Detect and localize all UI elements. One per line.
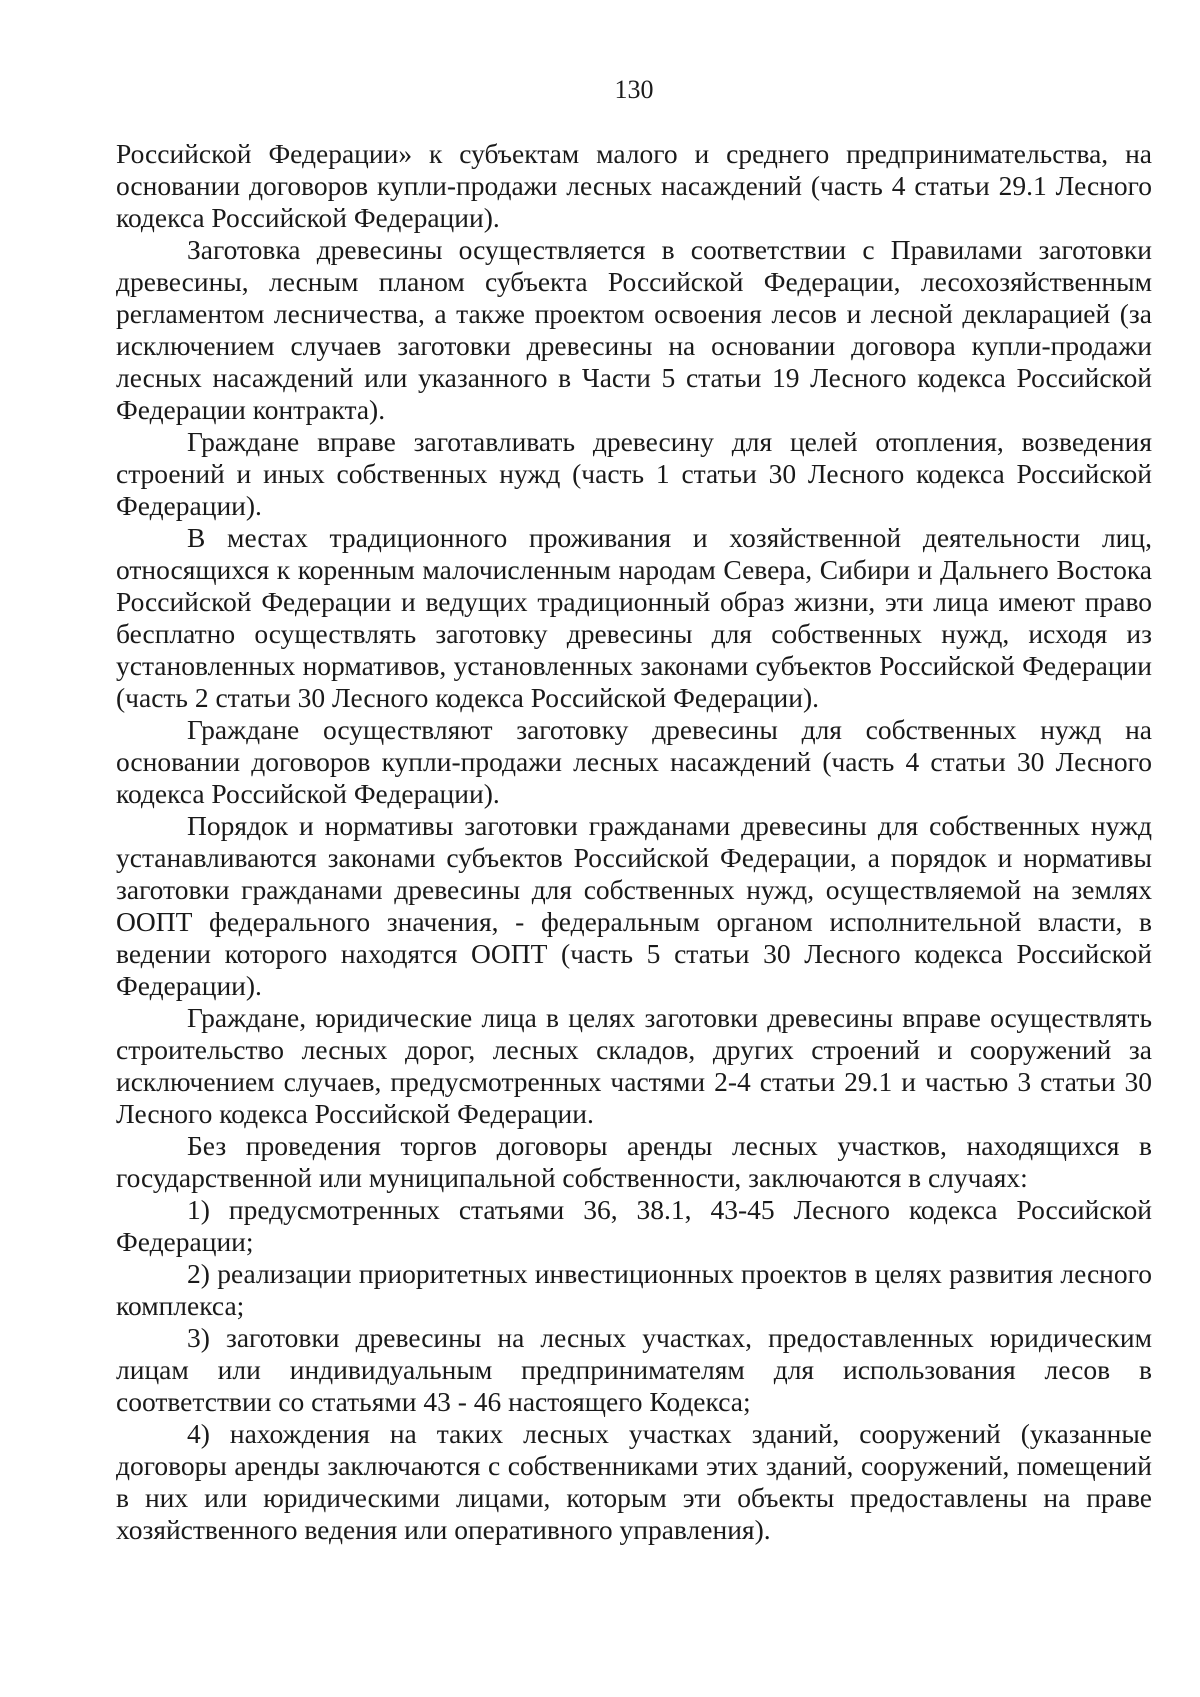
paragraph-order-and-norms: Порядок и нормативы заготовки гражданами древесины для собственных нужд устанавливаются законами субъектов Российской Федерации, а порядок и нормативы заготовки гражданами древесины для собственных нужд, осуществляемой на землях ООПТ федерального значения, - федеральным органом исполнительной власти, в ведении которого находятся ООПТ (часть 5 статьи 30 Лесного кодекса Российской Федерации). [116, 810, 1152, 1001]
list-item-2: 2) реализации приоритетных инвестиционных проектов в целях развития лесного комплекса; [116, 1258, 1152, 1321]
list-item-1: 1) предусмотренных статьями 36, 38.1, 43-45 Лесного кодекса Российской Федерации; [116, 1194, 1152, 1257]
list-item-3: 3) заготовки древесины на лесных участках, предоставленных юридическим лицам или индивидуальным предпринимателям для использования лесов в соответствии со статьями 43 - 46 настоящего Кодекса; [116, 1322, 1152, 1417]
document-body [116, 138, 1152, 1546]
paragraph-indigenous-peoples: В местах традиционного проживания и хозяйственной деятельности лиц, относящихся к коренным малочисленным народам Севера, Сибири и Дальнего Востока Российской Федерации и ведущих традиционный образ жизни, эти лица имеют право бесплатно осуществлять заготовку древесины для собственных нужд, исходя из установленных нормативов, установленных законами субъектов Российской Федерации (часть 2 статьи 30 Лесного кодекса Российской Федерации). [116, 522, 1152, 713]
paragraph-continuation: Российской Федерации» к субъектам малого и среднего предпринимательства, на основании договоров купли-продажи лесных насаждений (часть 4 статьи 29.1 Лесного кодекса Российской Федерации). [116, 138, 1152, 233]
list-item-4: 4) нахождения на таких лесных участках зданий, сооружений (указанные договоры аренды заключаются с собственниками этих зданий, сооружений, помещений в них или юридическими лицами, которым эти объекты предоставлены на праве хозяйственного ведения или оперативного управления). [116, 1418, 1152, 1545]
paragraph-citizens-own-needs: Граждане вправе заготавливать древесину для целей отопления, возведения строений и иных собственных нужд (часть 1 статьи 30 Лесного кодекса Российской Федерации). [116, 426, 1152, 521]
paragraph-wood-harvesting-rules: Заготовка древесины осуществляется в соответствии с Правилами заготовки древесины, лесным планом субъекта Российской Федерации, лесохозяйственным регламентом лесничества, а также проектом освоения лесов и лесной декларацией (за исключением случаев заготовки древесины на основании договора купли-продажи лесных насаждений или указанного в Части 5 статьи 19 Лесного кодекса Российской Федерации контракта). [116, 234, 1152, 425]
paragraph-lease-without-tender: Без проведения торгов договоры аренды лесных участков, находящихся в государственной или муниципальной собственности, заключаются в случаях: [116, 1130, 1152, 1193]
paragraph-forest-roads: Граждане, юридические лица в целях заготовки древесины вправе осуществлять строительство лесных дорог, лесных складов, других строений и сооружений за исключением случаев, предусмотренных частями 2-4 статьи 29.1 и частью 3 статьи 30 Лесного кодекса Российской Федерации. [116, 1002, 1152, 1129]
paragraph-citizens-contracts: Граждане осуществляют заготовку древесины для собственных нужд на основании договоров купли-продажи лесных насаждений (часть 4 статьи 30 Лесного кодекса Российской Федерации). [116, 714, 1152, 809]
page-number: 130 [614, 75, 654, 104]
